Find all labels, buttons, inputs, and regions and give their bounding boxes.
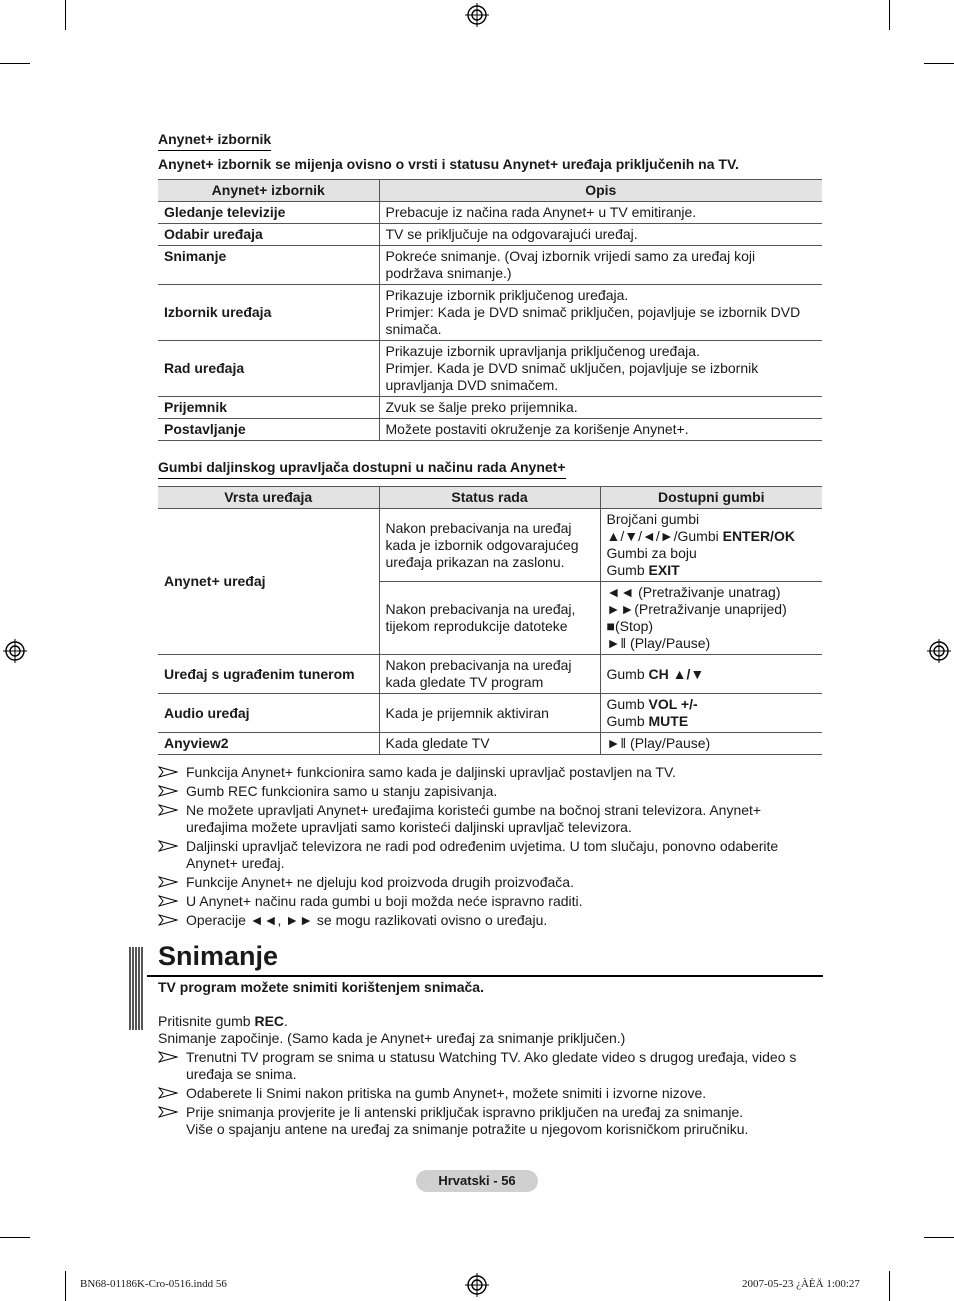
note-arrow-icon bbox=[158, 1106, 178, 1118]
column-header: Vrsta uređaja bbox=[158, 487, 379, 509]
note-text: Funkcija Anynet+ funkcionira samo kada je daljinski upravljač postavljen na TV. bbox=[186, 764, 676, 780]
note-text: Trenutni TV program se snima u statusu Watching TV. Ako gledate video s drugog uređaja, video s uređaja se snima. bbox=[186, 1049, 797, 1082]
operating-status: Kada je prijemnik aktiviran bbox=[379, 694, 600, 733]
remote-buttons-table bbox=[158, 486, 822, 755]
note-text: Daljinski upravljač televizora ne radi pod određenim uvjetima. U tom slučaju, ponovno odaberite Anynet+ uređaj. bbox=[186, 838, 779, 871]
snimanje-lead: TV program možete snimiti korištenjem snimača. bbox=[158, 979, 484, 995]
menu-item-name: Odabir uređaja bbox=[158, 224, 379, 246]
note-item bbox=[158, 1104, 822, 1138]
available-buttons bbox=[600, 655, 822, 694]
button-line: ►►(Pretraživanje unaprijed) bbox=[606, 601, 787, 617]
menu-item-desc: TV se priključuje na odgovarajući uređaj. bbox=[379, 224, 822, 246]
button-text: Gumb bbox=[606, 562, 649, 578]
menu-item-name: Gledanje televizije bbox=[158, 202, 379, 224]
table-row bbox=[158, 419, 822, 441]
table-row bbox=[158, 655, 822, 694]
device-type: Uređaj s ugrađenim tunerom bbox=[158, 655, 379, 694]
section-heading-snimanje: Snimanje bbox=[158, 941, 279, 971]
column-header: Dostupni gumbi bbox=[600, 487, 822, 509]
instruction-text: . bbox=[284, 1013, 288, 1029]
note-text: Gumb REC funkcionira samo u stanju zapisivanja. bbox=[186, 783, 498, 799]
table-row bbox=[158, 202, 822, 224]
recording-started-text: Snimanje započinje. (Samo kada je Anynet+ uređaj za snimanje priključen.) bbox=[158, 1030, 626, 1046]
button-text: Gumb bbox=[606, 665, 649, 682]
section-title-remote-buttons: Gumbi daljinskog upravljača dostupni u načinu rada Anynet+ bbox=[158, 459, 566, 479]
button-text: Gumb bbox=[606, 713, 649, 729]
operating-status: Nakon prebacivanja na uređaj, tijekom reprodukcije datoteke bbox=[379, 582, 600, 655]
operating-status: Nakon prebacivanja na uređaj kada je izbornik odgovarajućeg uređaja prikazan na zaslonu. bbox=[379, 509, 600, 582]
notes-list bbox=[158, 764, 822, 931]
menu-item-desc: Možete postaviti okruženje za korišenje Anynet+. bbox=[379, 419, 822, 441]
crop-mark bbox=[889, 0, 890, 30]
note-text: U Anynet+ načinu rada gumbi u boji možda neće ispravno raditi. bbox=[186, 893, 583, 909]
crop-mark bbox=[924, 1237, 954, 1238]
note-arrow-icon bbox=[158, 895, 178, 907]
button-line: Gumbi za boju bbox=[606, 545, 697, 561]
note-item bbox=[158, 838, 822, 872]
note-arrow-icon bbox=[158, 840, 178, 852]
note-arrow-icon bbox=[158, 766, 178, 778]
menu-item-desc: Prebacuje iz načina rada Anynet+ u TV emitiranje. bbox=[379, 202, 822, 224]
note-item bbox=[158, 1085, 822, 1102]
registration-mark-icon bbox=[465, 3, 489, 27]
note-item bbox=[158, 1049, 822, 1083]
menu-item-desc bbox=[379, 341, 822, 397]
column-header: Opis bbox=[379, 180, 822, 202]
note-text: Prije snimanja provjerite je li antenski priključak ispravno priključen na uređaj za snimanje. bbox=[186, 1104, 744, 1120]
button-line: ◄◄ (Pretraživanje unatrag) bbox=[606, 584, 781, 600]
button-line bbox=[607, 696, 817, 713]
available-buttons bbox=[600, 694, 822, 733]
heading-underline bbox=[147, 975, 823, 977]
column-header: Status rada bbox=[379, 487, 600, 509]
button-key: MUTE bbox=[648, 713, 689, 729]
page-number-badge: Hrvatski - 56 bbox=[416, 1170, 538, 1192]
note-text: Odaberete li Snimi nakon pritiska na gumb Anynet+, možete snimiti i izvorne nizove. bbox=[186, 1085, 707, 1101]
menu-item-desc bbox=[379, 285, 822, 341]
desc-line: Prikazuje izbornik upravljanja priključenog uređaja. bbox=[385, 343, 700, 359]
crop-mark bbox=[924, 63, 954, 64]
menu-item-name: Postavljanje bbox=[158, 419, 379, 441]
table-row bbox=[158, 246, 822, 285]
table-row bbox=[158, 694, 822, 733]
desc-line: Prikazuje izbornik priključenog uređaja. bbox=[385, 287, 629, 303]
note-text: Funkcije Anynet+ ne djeluju kod proizvoda drugih proizvođača. bbox=[186, 874, 574, 890]
menu-item-desc: Zvuk se šalje preko prijemnika. bbox=[379, 397, 822, 419]
note-item bbox=[158, 783, 822, 800]
note-arrow-icon bbox=[158, 804, 178, 816]
snimanje-notes-list bbox=[158, 1049, 822, 1140]
crop-mark bbox=[65, 1271, 66, 1301]
button-line bbox=[607, 713, 817, 730]
press-rec-instruction bbox=[158, 1013, 288, 1030]
table-row bbox=[158, 224, 822, 246]
table-row bbox=[158, 397, 822, 419]
menu-item-desc: Pokreće snimanje. (Ovaj izbornik vrijedi samo za uređaj koji podržava snimanje.) bbox=[379, 246, 822, 285]
table-header-row bbox=[158, 487, 822, 509]
column-header: Anynet+ izbornik bbox=[158, 180, 379, 202]
table-row bbox=[158, 733, 822, 755]
note-text: Ne možete upravljati Anynet+ uređajima koristeći gumbe na bočnoj strani televizora. Anynet+ uređajima možete upravljati samo koristeći daljinski upravljač televizora. bbox=[186, 802, 762, 835]
button-line: ■(Stop) bbox=[606, 618, 654, 634]
section-title-anynet-menu: Anynet+ izbornik bbox=[158, 131, 271, 151]
button-line: Brojčani gumbi bbox=[606, 511, 700, 527]
device-type: Audio uređaj bbox=[158, 694, 379, 733]
operating-status: Kada gledate TV bbox=[379, 733, 600, 755]
button-key: VOL +/- bbox=[648, 696, 698, 712]
button-key: ENTER/OK bbox=[722, 528, 795, 544]
note-text: Više o spajanju antene na uređaj za snimanje potražite u njegovom korisničkom priručniku. bbox=[186, 1121, 749, 1137]
crop-mark bbox=[0, 1237, 30, 1238]
menu-item-name: Rad uređaja bbox=[158, 341, 379, 397]
note-item bbox=[158, 874, 822, 891]
table-header-row bbox=[158, 180, 822, 202]
note-item bbox=[158, 764, 822, 781]
note-arrow-icon bbox=[158, 1087, 178, 1099]
table-row bbox=[158, 509, 822, 582]
note-arrow-icon bbox=[158, 1051, 178, 1063]
button-key: CH ▲/▼ bbox=[648, 665, 705, 682]
button-key: EXIT bbox=[648, 562, 680, 578]
footer-timestamp: 2007-05-23 ¿ÀÈÄ 1:00:27 bbox=[742, 1278, 860, 1290]
note-text: Operacije ◄◄, ►► se mogu razlikovati ovisno o uređaju. bbox=[186, 912, 548, 928]
crop-mark bbox=[0, 63, 30, 64]
desc-line: Primjer. Kada je DVD snimač uključen, pojavljuje se izbornik upravljanja DVD snimačem. bbox=[385, 360, 759, 393]
table-row bbox=[158, 341, 822, 397]
desc-line: Primjer: Kada je DVD snimač priključen, pojavljuje se izbornik DVD snimača. bbox=[385, 304, 801, 337]
device-type: Anynet+ uređaj bbox=[158, 509, 379, 655]
menu-item-name: Izbornik uređaja bbox=[158, 285, 379, 341]
note-arrow-icon bbox=[158, 876, 178, 888]
note-arrow-icon bbox=[158, 785, 178, 797]
registration-mark-icon bbox=[927, 639, 951, 663]
operating-status: Nakon prebacivanja na uređaj kada gledate TV program bbox=[379, 655, 600, 694]
footer-file-info: BN68-01186K-Cro-0516.indd 56 bbox=[80, 1278, 227, 1290]
menu-item-name: Snimanje bbox=[158, 246, 379, 285]
crop-mark bbox=[889, 1271, 890, 1301]
registration-mark-icon bbox=[465, 1273, 489, 1297]
registration-mark-icon bbox=[3, 639, 27, 663]
instruction-text: Pritisnite gumb bbox=[158, 1013, 255, 1029]
device-type: Anyview2 bbox=[158, 733, 379, 755]
button-line bbox=[607, 562, 817, 579]
button-line bbox=[607, 528, 817, 545]
available-buttons bbox=[600, 509, 822, 582]
menu-item-name: Prijemnik bbox=[158, 397, 379, 419]
section-lead: Anynet+ izbornik se mijenja ovisno o vrsti i statusu Anynet+ uređaja priključenih na TV. bbox=[158, 156, 739, 172]
note-item bbox=[158, 893, 822, 910]
note-item bbox=[158, 802, 822, 836]
heading-side-bar bbox=[129, 947, 143, 1030]
button-line: ►‖ (Play/Pause) bbox=[606, 635, 711, 651]
table-row bbox=[158, 285, 822, 341]
crop-mark bbox=[65, 0, 66, 30]
note-item bbox=[158, 912, 822, 929]
rec-key: REC bbox=[254, 1013, 285, 1029]
button-text: Gumb bbox=[606, 696, 649, 712]
button-text: ▲/▼/◄/►/Gumbi bbox=[606, 528, 723, 544]
available-buttons bbox=[600, 582, 822, 655]
anynet-menu-table bbox=[158, 179, 822, 441]
note-arrow-icon bbox=[158, 914, 178, 926]
available-buttons: ►‖ (Play/Pause) bbox=[600, 733, 822, 755]
